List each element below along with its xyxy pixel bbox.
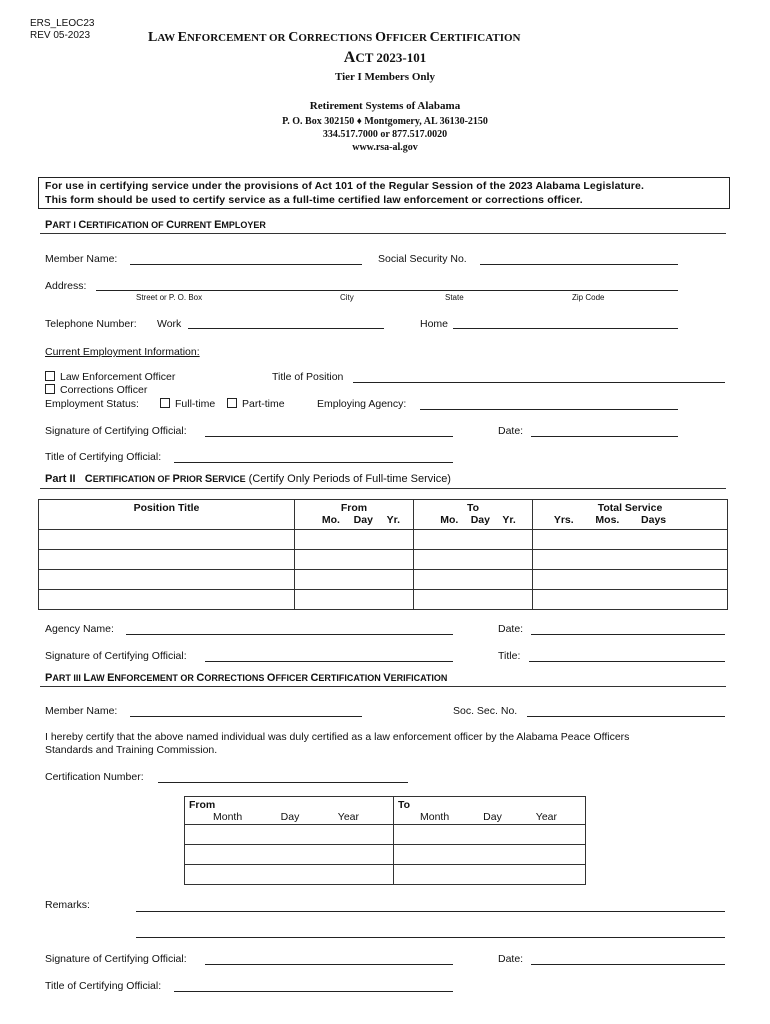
sub-mos: Mos. bbox=[595, 514, 620, 526]
sub-days: Days bbox=[641, 514, 667, 526]
soc-sec-label: Soc. Sec. No. bbox=[453, 705, 518, 717]
form-title bbox=[148, 30, 520, 46]
po-box: P. O. Box 302150 bbox=[282, 116, 355, 127]
p2-title-label: Title: bbox=[498, 650, 521, 662]
col-from-header bbox=[295, 500, 414, 530]
notice-line-1: For use in certifying service under the provisions of Act 101 of the Regular Session of the 2023 Alabama Legislature. bbox=[45, 180, 645, 192]
col-to-header bbox=[414, 500, 533, 530]
full-time-option[interactable] bbox=[160, 398, 215, 410]
p1-title-official-label: Title of Certifying Official: bbox=[45, 451, 162, 463]
act-number bbox=[0, 49, 770, 67]
org-phones: 334.517.7000 or 877.517.0020 bbox=[322, 129, 448, 140]
col-total-header bbox=[533, 500, 728, 530]
checkbox-icon bbox=[227, 398, 237, 408]
org-website: www.rsa-al.gov bbox=[352, 142, 418, 153]
cert-number-field[interactable] bbox=[158, 782, 408, 783]
title-seg: FFICER bbox=[275, 673, 311, 683]
from-label: From bbox=[189, 799, 216, 811]
title-seg: E bbox=[214, 219, 222, 231]
p2-date-label: Date: bbox=[498, 623, 524, 635]
cert-number-label: Certification Number: bbox=[45, 771, 144, 783]
ssn-label: Social Security No. bbox=[378, 253, 467, 265]
title-seg: ART I bbox=[52, 220, 79, 230]
table-header-row bbox=[39, 500, 728, 530]
part3-rule bbox=[40, 686, 726, 687]
title-seg: P bbox=[172, 473, 180, 485]
title-seg: O bbox=[266, 672, 276, 684]
cert-to-header bbox=[394, 797, 586, 825]
addr-state-label: State bbox=[445, 293, 464, 302]
part2-rule bbox=[40, 488, 726, 489]
table-row bbox=[185, 865, 586, 885]
certify-text-2: Standards and Training Commission. bbox=[45, 744, 218, 756]
checkbox-icon bbox=[160, 398, 170, 408]
sub-day: Day bbox=[353, 514, 373, 526]
part1-title bbox=[45, 219, 266, 231]
addr-street-label: Street or P. O. Box bbox=[136, 293, 203, 302]
title-seg: ERTIFICATION OF bbox=[92, 474, 173, 484]
current-employment-heading: Current Employment Information: bbox=[45, 346, 200, 358]
title-seg: S bbox=[204, 473, 213, 485]
form-id: ERS_LEOC23 bbox=[30, 18, 95, 29]
title-seg: FFICER bbox=[385, 32, 430, 44]
title-seg: ART III bbox=[52, 673, 84, 683]
p3-member-name-field[interactable] bbox=[130, 716, 362, 717]
table-row bbox=[185, 845, 586, 865]
prior-service-table bbox=[38, 499, 728, 610]
notice-line-2: This form should be used to certify service as a full-time certified law enforcement or corrections officer. bbox=[45, 194, 583, 206]
title-seg: V bbox=[383, 672, 391, 684]
title-note: (Certify Only Periods of Full-time Service) bbox=[245, 473, 451, 485]
p1-signature-field[interactable] bbox=[205, 436, 453, 437]
address-field[interactable] bbox=[96, 290, 678, 291]
table-row bbox=[39, 590, 728, 610]
p1-title-official-field[interactable] bbox=[174, 462, 453, 463]
sub-yrs: Yrs. bbox=[553, 514, 574, 526]
soc-sec-field[interactable] bbox=[527, 716, 725, 717]
cert-dates-table bbox=[184, 796, 586, 885]
table-row bbox=[185, 825, 586, 845]
diamond-icon: ♦ bbox=[356, 116, 362, 127]
title-seg: AW bbox=[157, 32, 178, 44]
title-seg: URRENT bbox=[174, 220, 215, 230]
agency-name-field[interactable] bbox=[126, 634, 453, 635]
title-seg: P bbox=[45, 672, 53, 684]
col-position-header bbox=[39, 500, 295, 530]
employing-agency-field[interactable] bbox=[420, 409, 678, 410]
title-seg: L bbox=[83, 672, 91, 684]
corrections-officer-label: Corrections Officer bbox=[60, 384, 148, 396]
addr-city-label: City bbox=[340, 293, 354, 302]
sub-mo: Mo. bbox=[440, 514, 459, 526]
employing-agency-label: Employing Agency: bbox=[317, 398, 407, 410]
checkbox-icon bbox=[45, 384, 55, 394]
p3-date-label: Date: bbox=[498, 953, 524, 965]
p3-title-official-field[interactable] bbox=[174, 991, 453, 992]
col-from-label: From bbox=[340, 502, 368, 514]
title-seg: ORRECTIONS bbox=[204, 673, 267, 683]
part3-title bbox=[45, 672, 447, 684]
remarks-field-2[interactable] bbox=[136, 937, 725, 938]
remarks-label: Remarks: bbox=[45, 899, 90, 911]
title-seg: A bbox=[343, 49, 356, 66]
revision-date: REV 05-2023 bbox=[30, 30, 91, 41]
title-seg: C bbox=[288, 30, 299, 45]
title-seg: E bbox=[107, 672, 115, 684]
p2-signature-label: Signature of Certifying Official: bbox=[45, 650, 187, 662]
home-label: Home bbox=[420, 318, 449, 330]
subtitle: Tier I Members Only bbox=[334, 71, 436, 83]
title-seg: AW bbox=[90, 673, 108, 683]
p1-date-label: Date: bbox=[498, 425, 524, 437]
title-seg: C bbox=[429, 30, 440, 45]
member-name-label: Member Name: bbox=[45, 253, 118, 265]
title-seg: NFORCEMENT OR bbox=[114, 673, 197, 683]
le-officer-option[interactable] bbox=[45, 371, 175, 383]
table-row bbox=[39, 530, 728, 550]
title-seg: ERVICE bbox=[212, 474, 246, 484]
year-label: Year bbox=[535, 811, 557, 823]
title-seg: MPLOYER bbox=[221, 220, 266, 230]
remarks-field-1[interactable] bbox=[136, 911, 725, 912]
part-time-label: Part-time bbox=[242, 398, 285, 410]
city-state: Montgomery, AL 36130-2150 bbox=[364, 116, 488, 127]
day-label: Day bbox=[280, 811, 300, 823]
table-row bbox=[39, 570, 728, 590]
title-seg: ORRECTIONS bbox=[298, 32, 376, 44]
title-seg: C bbox=[166, 219, 175, 231]
org-address bbox=[0, 116, 770, 127]
title-seg: C bbox=[310, 672, 319, 684]
title-seg: ERTIFICATION bbox=[318, 673, 384, 683]
p3-signature-label: Signature of Certifying Official: bbox=[45, 953, 187, 965]
table-header-row bbox=[185, 797, 586, 825]
p3-title-official-label: Title of Certifying Official: bbox=[45, 980, 162, 992]
month-label: Month bbox=[213, 811, 243, 823]
full-time-label: Full-time bbox=[175, 398, 216, 410]
title-position-field[interactable] bbox=[353, 382, 725, 383]
work-label: Work bbox=[157, 318, 182, 330]
p2-signature-field[interactable] bbox=[205, 661, 453, 662]
ssn-field[interactable] bbox=[480, 264, 678, 265]
part-time-option[interactable] bbox=[227, 398, 285, 410]
checkbox-icon bbox=[45, 371, 55, 381]
work-phone-field[interactable] bbox=[188, 328, 384, 329]
title-seg: L bbox=[148, 30, 158, 45]
title-position-label: Title of Position bbox=[272, 371, 344, 383]
member-name-field[interactable] bbox=[130, 264, 362, 265]
year-label: Year bbox=[337, 811, 359, 823]
title-seg: E bbox=[177, 30, 187, 45]
employment-status-label: Employment Status: bbox=[45, 398, 139, 410]
addr-zip-label: Zip Code bbox=[572, 293, 605, 302]
sub-yr: Yr. bbox=[502, 514, 516, 526]
title-seg: CT 2023-101 bbox=[355, 50, 427, 65]
col-to-label: To bbox=[466, 502, 480, 514]
org-name: Retirement Systems of Alabama bbox=[309, 100, 461, 112]
sub-yr: Yr. bbox=[386, 514, 401, 526]
title-seg: C bbox=[84, 473, 93, 485]
p1-date-field[interactable] bbox=[531, 436, 678, 437]
p3-date-field[interactable] bbox=[531, 964, 725, 965]
home-phone-field[interactable] bbox=[453, 328, 678, 329]
p2-title-field[interactable] bbox=[529, 661, 725, 662]
title-seg: P bbox=[45, 219, 53, 231]
p2-date-field[interactable] bbox=[531, 634, 725, 635]
table-row bbox=[39, 550, 728, 570]
cert-from-header bbox=[185, 797, 394, 825]
address-label: Address: bbox=[45, 280, 87, 292]
title-seg: Part II bbox=[45, 473, 76, 485]
day-label: Day bbox=[483, 811, 502, 823]
part2-title bbox=[45, 473, 451, 485]
col-total-label: Total Service bbox=[597, 502, 663, 514]
certify-text-1: I hereby certify that the above named individual was duly certified as a law enforcement officer by the Alabama Peace Officers bbox=[45, 731, 630, 743]
title-seg: O bbox=[375, 30, 386, 45]
corrections-officer-option[interactable] bbox=[45, 384, 147, 396]
part1-rule bbox=[40, 233, 726, 234]
p3-signature-field[interactable] bbox=[205, 964, 453, 965]
telephone-label: Telephone Number: bbox=[45, 318, 137, 330]
sub-day: Day bbox=[470, 514, 490, 526]
p1-signature-label: Signature of Certifying Official: bbox=[45, 425, 187, 437]
col-position-label: Position Title bbox=[133, 502, 200, 514]
sub-mo: Mo. bbox=[321, 514, 340, 526]
title-seg: ERTIFICATION bbox=[439, 32, 521, 44]
title-seg: RIOR bbox=[179, 474, 205, 484]
title-seg: ERIFICATION bbox=[390, 673, 448, 683]
title-seg: ERTIFICATION OF bbox=[86, 220, 167, 230]
agency-name-label: Agency Name: bbox=[45, 623, 114, 635]
title-seg: NFORCEMENT OR bbox=[186, 32, 289, 44]
p3-member-name-label: Member Name: bbox=[45, 705, 118, 717]
month-label: Month bbox=[420, 811, 450, 823]
title-seg: C bbox=[78, 219, 87, 231]
title-seg: C bbox=[196, 672, 205, 684]
le-officer-label: Law Enforcement Officer bbox=[60, 371, 176, 383]
to-label: To bbox=[398, 799, 411, 811]
